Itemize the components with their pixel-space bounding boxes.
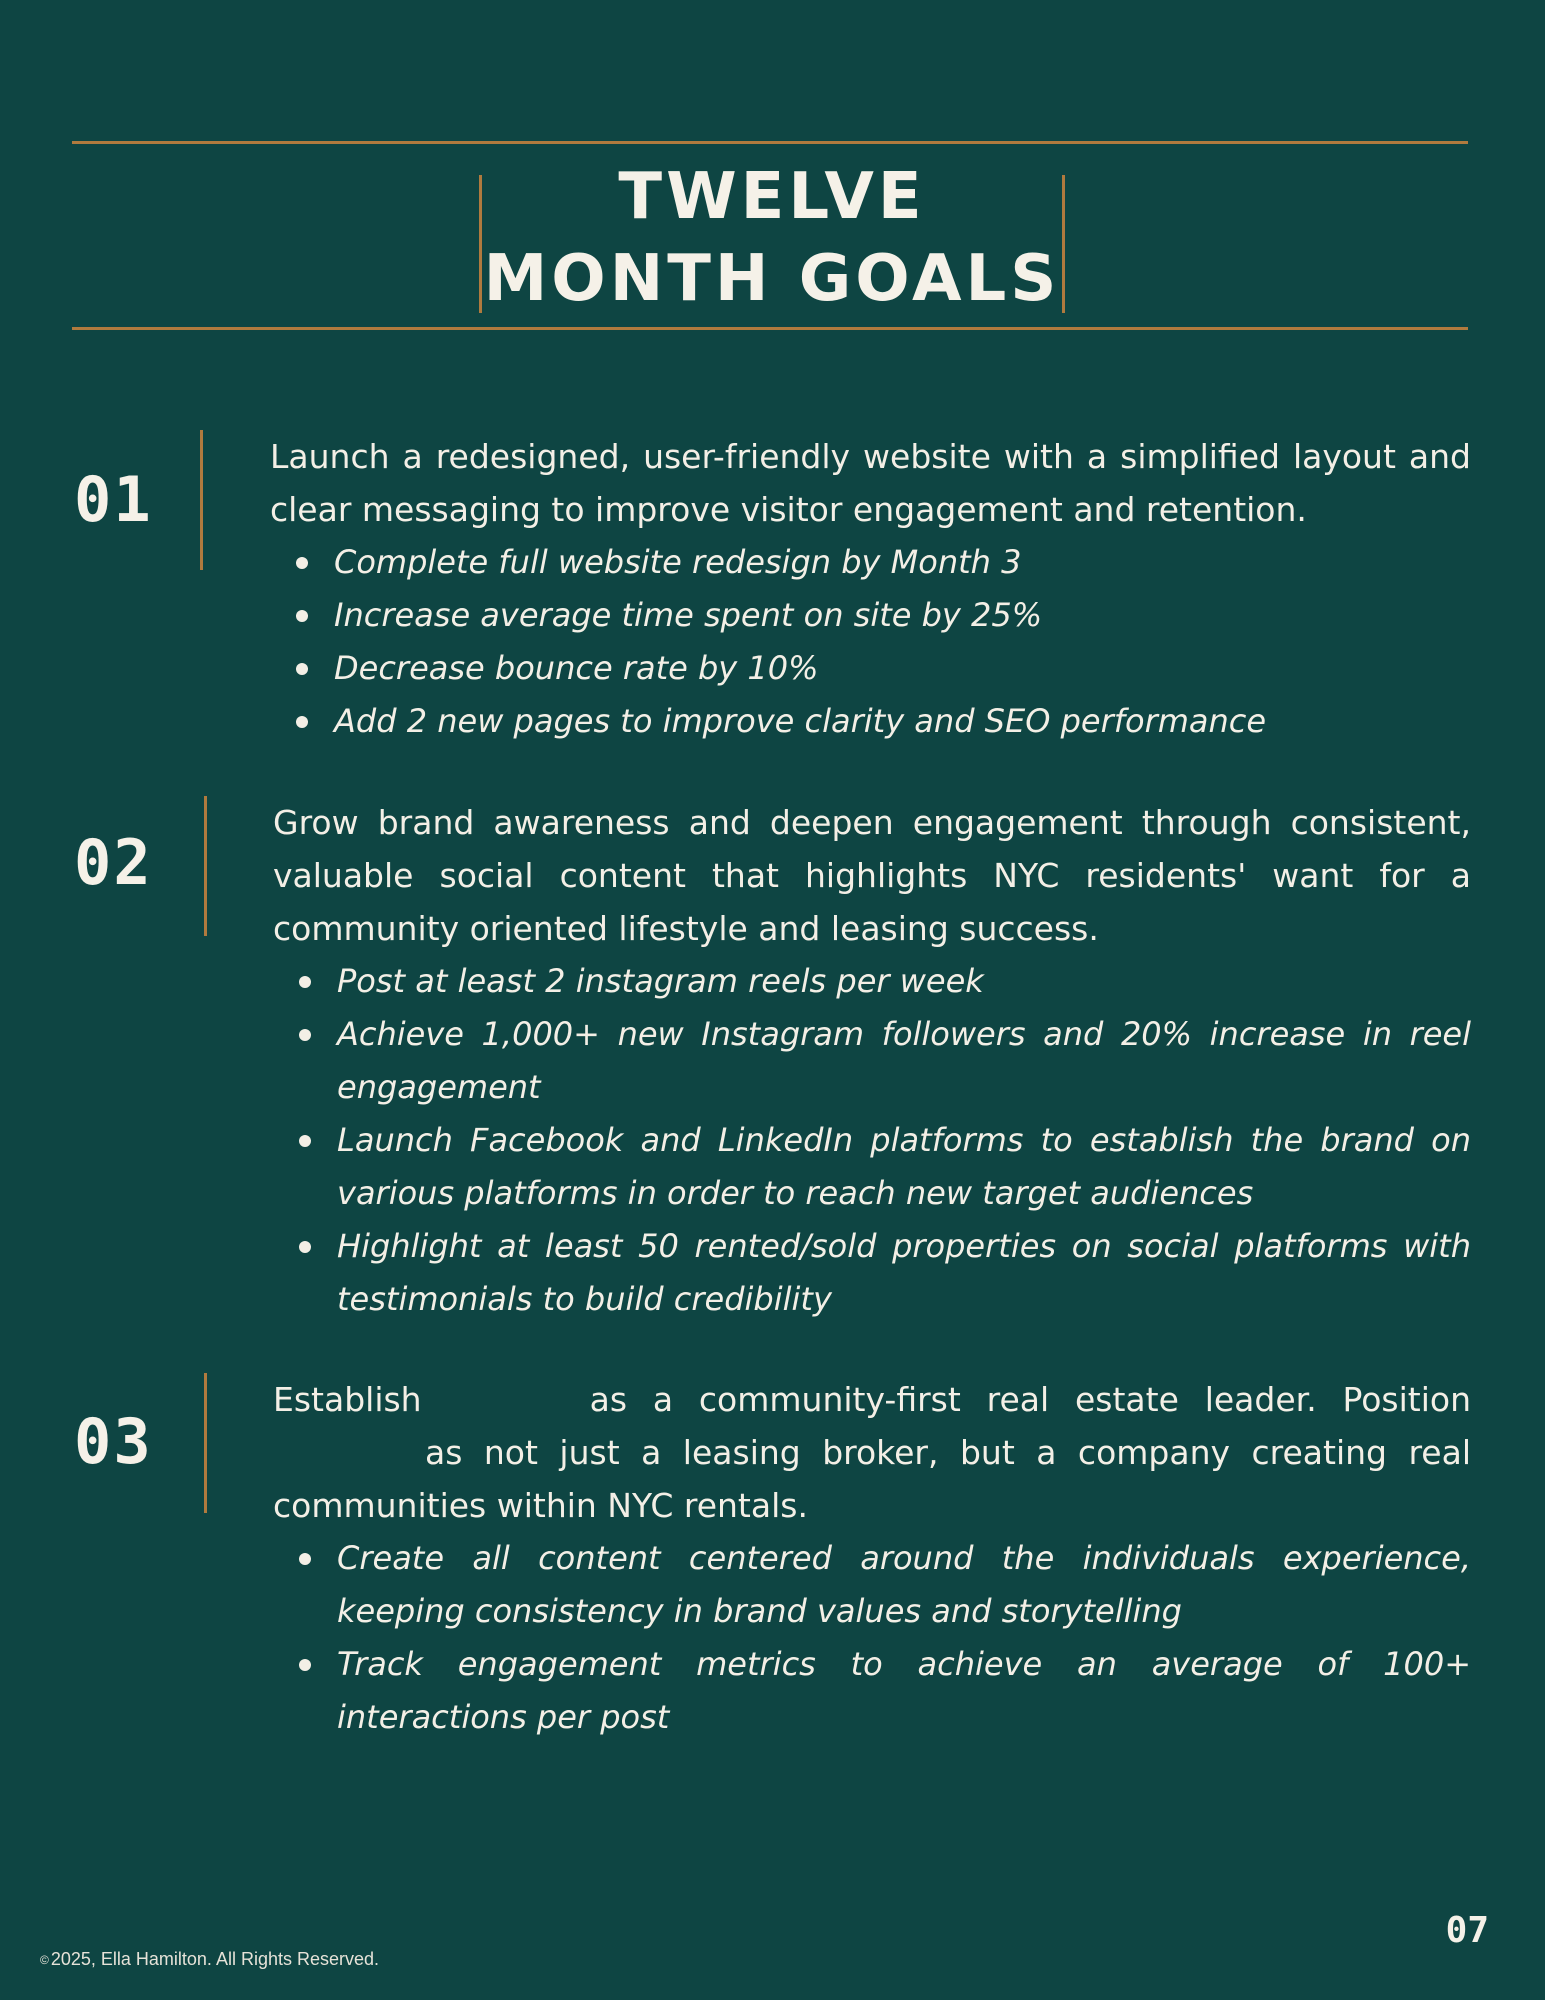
goal-bullet-list — [273, 955, 1471, 1326]
goal-divider-bar — [200, 430, 203, 570]
goal-bullet: Complete full website redesign by Month 3 — [334, 536, 1471, 589]
page-number: 07 — [1445, 1910, 1489, 1951]
goal-number: 03 — [74, 1405, 153, 1478]
goal-lead-part-2: as a community-first real estate leader. Position — [589, 1380, 1471, 1419]
goal-lead-text: Grow brand awareness and deepen engagement through consistent, valuable social content that highlights NYC residents' want for a community oriented lifestyle and leasing success. — [273, 803, 1471, 948]
goal-lead-part-1: Establish — [273, 1380, 422, 1419]
goal-number: 01 — [74, 463, 153, 536]
copyright-notice — [40, 1949, 379, 1970]
header-top-rule — [72, 141, 1468, 144]
goal-bullet: Add 2 new pages to improve clarity and SEO performance — [334, 695, 1471, 748]
goal-lead-text — [273, 1373, 1471, 1532]
title-right-bar — [1062, 175, 1065, 313]
goal-divider-bar — [204, 1373, 207, 1513]
goal-lead-part-3: as not just a leasing broker, but a company creating real communities within NYC rentals. — [273, 1433, 1471, 1525]
page-title-line-1: TWELVE — [618, 160, 926, 234]
goal-bullet-list — [273, 1532, 1471, 1744]
goal-lead-text: Launch a redesigned, user-friendly website with a simplified layout and clear messaging to improve visitor engagement and retention. — [270, 437, 1471, 529]
goal-number: 02 — [74, 826, 153, 899]
goal-bullet: Achieve 1,000+ new Instagram followers and 20% increase in reel engagement — [337, 1008, 1471, 1114]
goal-bullet-list — [270, 536, 1471, 748]
goal-bullet: Launch Facebook and LinkedIn platforms to establish the brand on various platforms in order to reach new target audiences — [337, 1114, 1471, 1220]
goal-body — [270, 430, 1471, 748]
goal-bullet: Increase average time spent on site by 25% — [334, 589, 1471, 642]
copyright-symbol: © — [40, 1953, 49, 1968]
goal-body — [273, 1373, 1471, 1744]
goal-bullet: Create all content centered around the individuals experience, keeping consistency in brand values and storytelling — [337, 1532, 1471, 1638]
goal-bullet: Decrease bounce rate by 10% — [334, 642, 1471, 695]
page-title — [482, 156, 1062, 320]
copyright-text: 2025, Ella Hamilton. All Rights Reserved. — [50, 1949, 380, 1969]
goal-bullet: Post at least 2 instagram reels per week — [337, 955, 1471, 1008]
page-title-line-2: MONTH GOALS — [483, 242, 1061, 316]
goal-body — [273, 796, 1471, 1326]
goal-divider-bar — [204, 796, 207, 936]
header-bottom-rule — [72, 327, 1468, 330]
goal-bullet: Highlight at least 50 rented/sold properties on social platforms with testimonials to build credibility — [337, 1220, 1471, 1326]
goal-bullet: Track engagement metrics to achieve an average of 100+ interactions per post — [337, 1638, 1471, 1744]
